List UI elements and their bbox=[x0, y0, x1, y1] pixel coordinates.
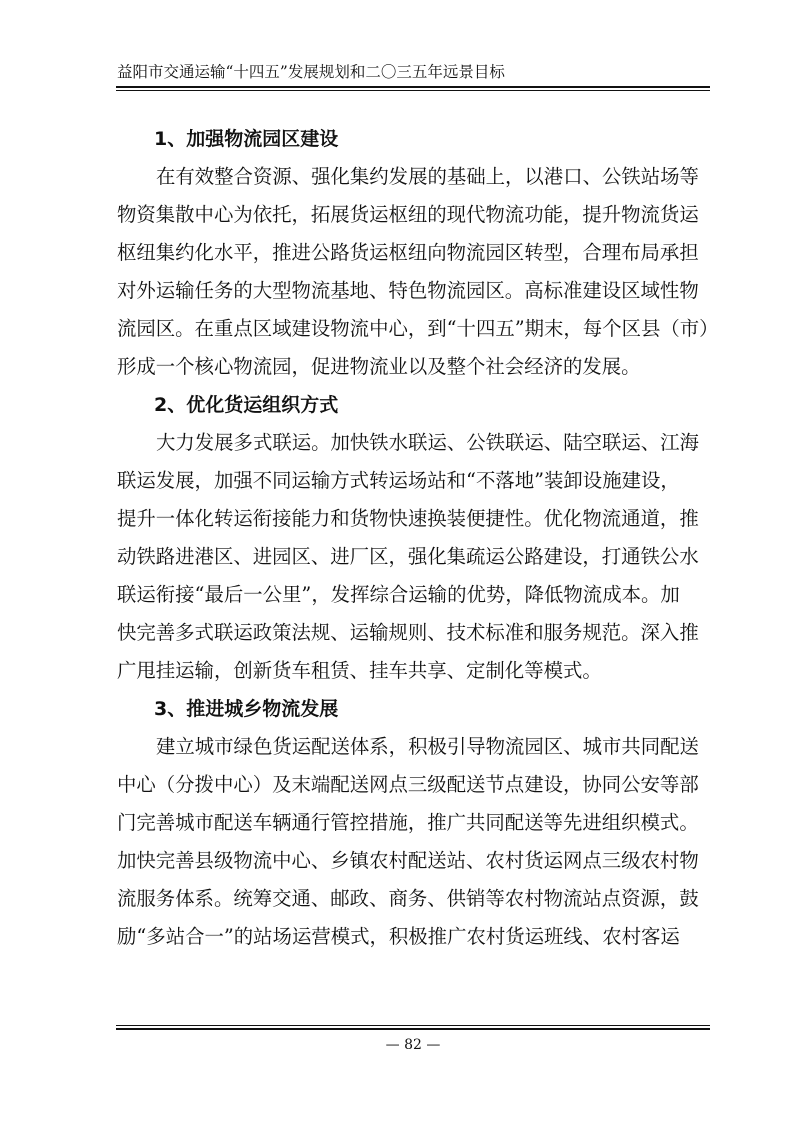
paragraph-line: 门完善城市配送车辆通行管控措施，推广共同配送等先进组织模式。 bbox=[117, 811, 699, 834]
paragraph-line: 物资集散中心为依托，拓展货运枢纽的现代物流功能，提升物流货运 bbox=[117, 203, 699, 226]
paragraph-line: 枢纽集约化水平，推进公路货运枢纽向物流园区转型，合理布局承担 bbox=[117, 241, 699, 264]
document-body bbox=[117, 120, 719, 956]
paragraph-line: 加快完善县级物流中心、乡镇农村配送站、农村货运网点三级农村物 bbox=[117, 849, 699, 872]
paragraph-line: 快完善多式联运政策法规、运输规则、技术标准和服务规范。深入推 bbox=[117, 621, 699, 644]
paragraph-line: 在有效整合资源、强化集约发展的基础上，以港口、公铁站场等 bbox=[156, 165, 699, 188]
paragraph-line: 广甩挂运输，创新货车租赁、挂车共享、定制化等模式。 bbox=[117, 659, 602, 682]
footer-rule-thick bbox=[116, 1028, 710, 1030]
section-heading: 3、推进城乡物流发展 bbox=[154, 698, 339, 720]
paragraph-line: 流服务体系。统筹交通、邮政、商务、供销等农村物流站点资源，鼓 bbox=[117, 887, 699, 910]
section-urban-rural-logistics bbox=[117, 690, 711, 956]
paragraph-line: 联运衔接“最后一公里”，发挥综合运输的优势，降低物流成本。加 bbox=[117, 583, 680, 606]
paragraph-line: 联运发展，加强不同运输方式转运场站和“不落地”装卸设施建设， bbox=[117, 469, 680, 492]
section-heading: 1、加强物流园区建设 bbox=[154, 128, 339, 150]
paragraph-line: 励“多站合一”的站场运营模式，积极推广农村货运班线、农村客运 bbox=[117, 925, 680, 948]
paragraph-line: 建立城市绿色货运配送体系，积极引导物流园区、城市共同配送 bbox=[156, 735, 699, 758]
paragraph-line: 中心（分拨中心）及末端配送网点三级配送节点建设，协同公安等部 bbox=[117, 773, 699, 796]
paragraph-line: 提升一体化转运衔接能力和货物快速换装便捷性。优化物流通道，推 bbox=[117, 507, 699, 530]
running-header: 益阳市交通运输“十四五”发展规划和二〇三五年远景目标 bbox=[117, 63, 505, 81]
section-logistics-parks bbox=[117, 120, 719, 386]
paragraph-line: 大力发展多式联运。加快铁水联运、公铁联运、陆空联运、江海 bbox=[156, 431, 699, 454]
paragraph-line: 对外运输任务的大型物流基地、特色物流园区。高标准建设区域性物 bbox=[117, 279, 699, 302]
page-number: — 82 — bbox=[385, 1037, 441, 1053]
section-heading: 2、优化货运组织方式 bbox=[154, 394, 339, 416]
paragraph-line: 形成一个核心物流园，促进物流业以及整个社会经济的发展。 bbox=[117, 355, 641, 378]
paragraph-line: 流园区。在重点区域建设物流中心，到“十四五”期末，每个区县（市） bbox=[117, 317, 719, 340]
section-freight-organization bbox=[117, 386, 711, 690]
footer-rule-thin bbox=[116, 1025, 710, 1026]
header-rule-thick bbox=[116, 86, 710, 88]
paragraph-line: 动铁路进港区、进园区、进厂区，强化集疏运公路建设，打通铁公水 bbox=[117, 545, 699, 568]
header-rule-thin bbox=[116, 90, 710, 91]
